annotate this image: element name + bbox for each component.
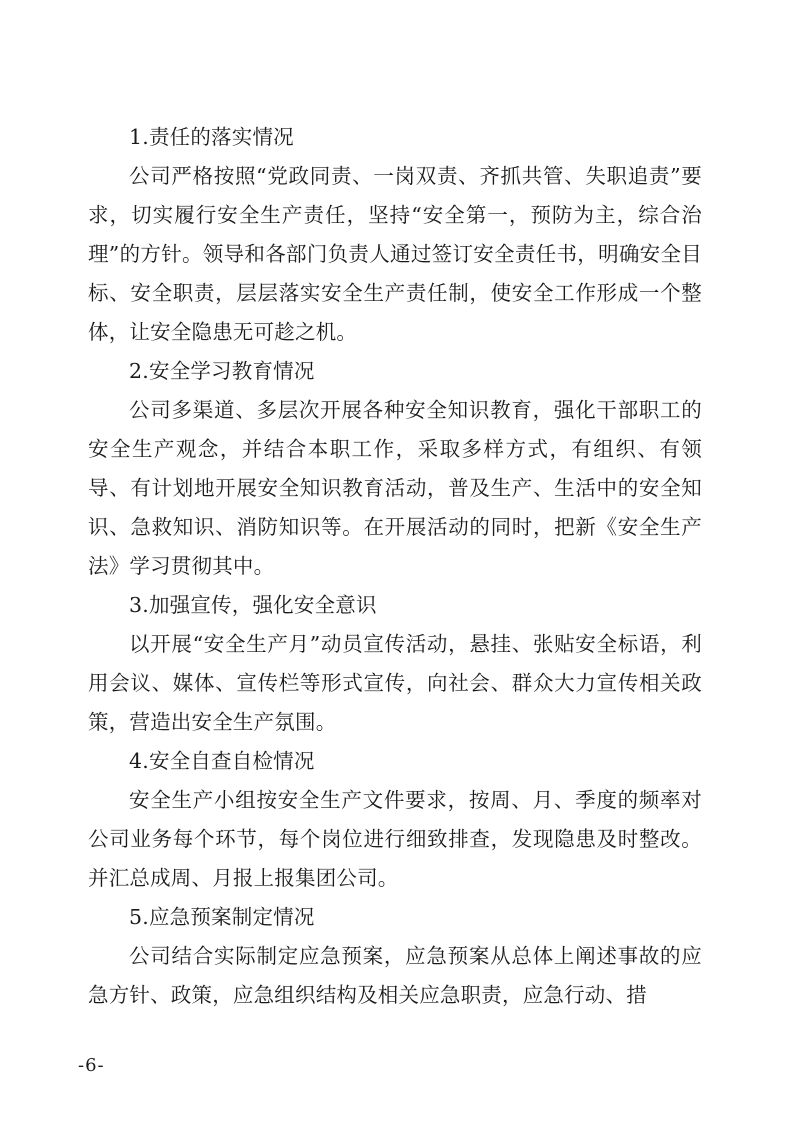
- section-paragraph-5: 公司结合实际制定应急预案，应急预案从总体上阐述事故的应急方针、政策，应急组织结构及相关应急职责，应急行动、措: [88, 944, 702, 1007]
- document-body: [88, 118, 702, 1015]
- section-paragraph-2: 公司多渠道、多层次开展各种安全知识教育，强化干部职工的安全生产观念，并结合本职工作，采取多样方式，有组织、有领导、有计划地开展安全知识教育活动，普及生产、生活中的安全知识、急救知识、消防知识等。在开展活动的同时，把新《安全生产法》学习贯彻其中。: [88, 398, 702, 578]
- page-number: -6-: [78, 1055, 105, 1076]
- section-heading-4: 4.安全自查自检情况: [129, 749, 315, 773]
- section-heading-1: 1.责任的落实情况: [129, 125, 294, 149]
- section-heading-5: 5.应急预案制定情况: [129, 905, 315, 929]
- section-paragraph-3: 以开展“安全生产月”动员宣传活动，悬挂、张贴安全标语，利用会议、媒体、宣传栏等形式宣传，向社会、群众大力宣传相关政策，营造出安全生产氛围。: [88, 632, 702, 734]
- section-paragraph-1: 公司严格按照“党政同责、一岗双责、齐抓共管、失职追责”要求，切实履行安全生产责任，坚持“安全第一，预防为主，综合治理”的方针。领导和各部门负责人通过签订安全责任书，明确安全目标、安全职责，层层落实安全生产责任制，使安全工作形成一个整体，让安全隐患无可趁之机。: [88, 164, 702, 344]
- section-paragraph-4: 安全生产小组按安全生产文件要求，按周、月、季度的频率对公司业务每个环节，每个岗位进行细致排查，发现隐患及时整改。并汇总成周、月报上报集团公司。: [88, 788, 702, 890]
- section-heading-2: 2.安全学习教育情况: [129, 359, 315, 383]
- section-heading-3: 3.加强宣传，强化安全意识: [129, 593, 377, 617]
